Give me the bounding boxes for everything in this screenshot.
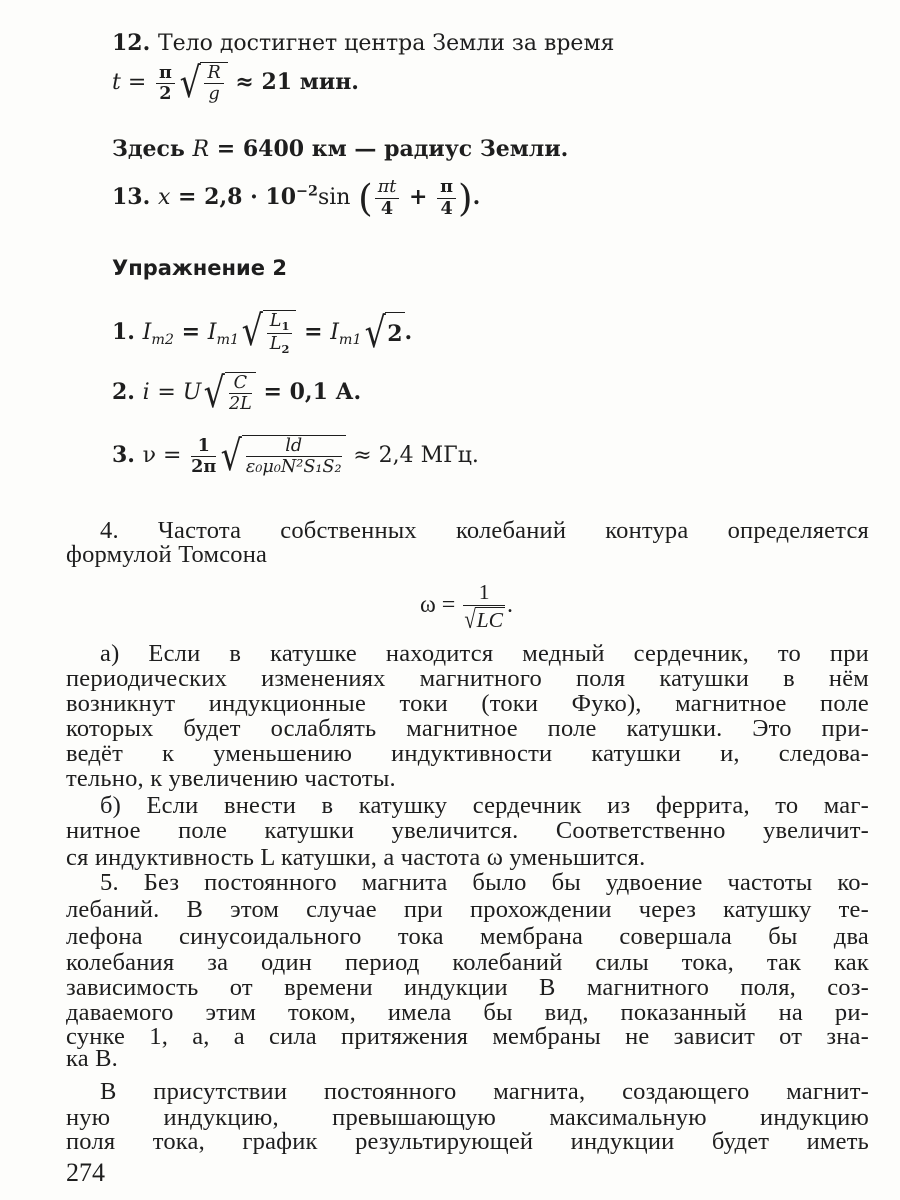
text-line: которых будет ослаблять магнитное поле катушки. Это при- (66, 715, 869, 742)
sqrt: √ $\frac{C}{2L}$ (201, 372, 256, 414)
operator: + (409, 184, 428, 210)
denominator: 4 (380, 197, 394, 219)
item-number: 2. (112, 379, 135, 406)
text-line: 4. Частота собственных колебаний контура определяется (100, 517, 869, 544)
numerator: 1 (463, 580, 505, 606)
item-text: Тело достигнет центра Земли за время (157, 31, 615, 56)
text-line: нитное поле катушки увеличится. Соответственно увеличит- (66, 817, 869, 844)
text-line: зависимость от времени индукции B магнитного поля, соз- (66, 974, 869, 1001)
text-line: периодических изменениях магнитного поля катушки в нём (66, 665, 869, 692)
formula-rhs: ≈ 2,4 МГц. (353, 443, 479, 469)
note-text: = 6400 км — радиус Земли. (216, 136, 569, 162)
text-line: возникнут индукционные токи (токи Фуко), магнитное поле (66, 690, 869, 717)
sqrt: √ 2 (364, 308, 403, 358)
text-line: ведёт к уменьшению индуктивности катушки и, следова- (66, 740, 869, 767)
sqrt: √ $\frac{R}{g}$ (177, 62, 228, 104)
variable: I (330, 320, 339, 346)
item-number: 3. (112, 442, 135, 469)
variable: R (192, 137, 210, 162)
period: . (472, 184, 481, 210)
numerator: π (437, 177, 456, 198)
exercise-2-formula (112, 368, 362, 417)
text-line: ка B. (66, 1045, 118, 1072)
text-line: колебания за один период колебаний силы тока, так как (66, 949, 869, 976)
subscript: m1 (216, 332, 240, 349)
radicand: 2 (385, 312, 404, 354)
item-12-text (112, 30, 614, 56)
numerator: π (156, 63, 175, 84)
text-line: сунке 1, a, а сила притяжения мембраны не зависит от зна- (66, 1023, 869, 1050)
radicand: LC (476, 607, 503, 632)
numerator: 1 (191, 436, 216, 457)
item-number: 13. (112, 184, 151, 210)
numerator: L (269, 311, 282, 331)
denominator: 2π (191, 455, 217, 477)
note-text: Здесь (112, 136, 185, 162)
variable: I (142, 320, 152, 346)
formula-rhs: ≈ 21 мин. (235, 69, 359, 96)
fraction (156, 63, 175, 104)
sqrt: √ $\frac{L_1}{L_2}$ (239, 310, 296, 356)
formula-13: 13. $x = 2,8 \cdot 10^{-2}\sin$ ( $\frac{\pi t}{4}$ + $\frac{\pi}{4}$ ). (112, 176, 481, 220)
text-line: В присутствии постоянного магнита, создающего магнит- (100, 1078, 869, 1105)
denominator: 2L (228, 394, 252, 415)
formula-lhs: t = (112, 70, 147, 96)
variable: i (142, 380, 150, 406)
period: . (404, 319, 413, 346)
text-line: 5. Без постоянного магнита было бы удвоение частоты ко- (100, 869, 869, 896)
variable: I (207, 320, 217, 346)
text-line: тельно, к увеличению частоты. (66, 765, 396, 792)
formula-12 (112, 58, 359, 107)
text-line: б) Если внести в катушку сердечник из феррита, то маг- (100, 792, 869, 819)
formula-lhs: ω = (420, 591, 456, 618)
subscript: 1 (281, 319, 290, 333)
text-line: даваемого этим током, имела бы вид, показанный на ри- (66, 999, 869, 1026)
numerator: ld (246, 436, 342, 457)
text-line: поля тока, график результирующей индукции будет иметь (66, 1128, 869, 1155)
text-line: лефона синусоидального тока мембрана совершала бы два (66, 923, 869, 950)
formula-rhs: = 0,1 А. (263, 379, 362, 406)
coefficient: = 2,8 · 10 (178, 184, 297, 210)
operator: = (181, 319, 201, 346)
exercise-heading: Упражнение 2 (112, 256, 287, 280)
page-number: 274 (66, 1158, 105, 1187)
denominator: L (269, 334, 282, 355)
denominator: g (208, 84, 220, 105)
subscript: m2 (151, 332, 174, 349)
numerator: C (229, 373, 252, 394)
formula-lhs: ν = (142, 443, 182, 469)
denominator: ε₀μ₀N²S₁S₂ (245, 457, 342, 478)
item-number: 1. (112, 319, 135, 346)
function: sin (317, 185, 351, 210)
subscript: m1 (338, 332, 362, 349)
exercise-1-formula (112, 306, 413, 358)
denominator: 2 (159, 82, 172, 104)
item-12-note (112, 136, 568, 162)
text-line: ную индукцию, превышающую максимальную индукцию (66, 1104, 869, 1131)
text-line: ся индуктивность L катушки, а частота ω уменьшится. (66, 844, 646, 871)
text-line: формулой Томсона (66, 541, 268, 568)
numerator: πt (375, 177, 400, 198)
period: . (506, 591, 513, 618)
exponent: −2 (296, 183, 318, 200)
denominator: 4 (440, 197, 453, 219)
thomson-formula: ω = 1 √ LC . (420, 580, 513, 634)
operator: = (304, 319, 323, 346)
subscript: 2 (281, 342, 290, 357)
operator: = U (157, 380, 202, 406)
text-line: а) Если в катушке находится медный сердечник, то при (100, 640, 869, 667)
variable: x (157, 185, 171, 210)
numerator: R (204, 63, 223, 84)
text-line: лебаний. В этом случае при прохождении через катушку те- (66, 896, 869, 923)
sqrt: √ $\frac{ld}{\text{ε₀μ₀N²S₁S₂}}$ (218, 435, 345, 477)
item-number: 12. (112, 30, 151, 56)
exercise-3-formula (112, 431, 479, 480)
